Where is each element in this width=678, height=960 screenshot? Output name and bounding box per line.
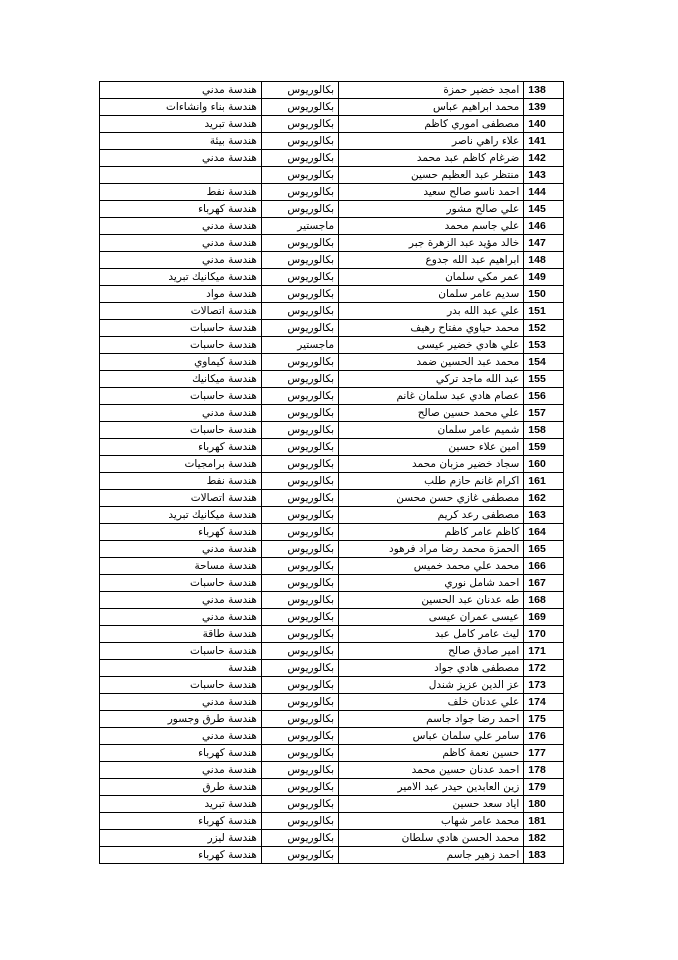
row-number-cell: 160 xyxy=(524,456,564,473)
specialization-cell: هندسة بناء وانشاءات xyxy=(100,99,262,116)
applicant-name-cell: خالد مؤيد عبد الزهرة جبر xyxy=(339,235,524,252)
applicant-name-cell: عمر مكي سلمان xyxy=(339,269,524,286)
row-number-cell: 163 xyxy=(524,507,564,524)
specialization-cell: هندسة مدني xyxy=(100,150,262,167)
table-row xyxy=(100,388,564,405)
applicant-name-cell: علي محمد حسين صالح xyxy=(339,405,524,422)
table-row xyxy=(100,660,564,677)
degree-cell: بكالوريوس xyxy=(261,99,338,116)
specialization-cell: هندسة مدني xyxy=(100,541,262,558)
row-number-cell: 164 xyxy=(524,524,564,541)
row-number-cell: 173 xyxy=(524,677,564,694)
applicant-name-cell: محمد علي محمد خميس xyxy=(339,558,524,575)
degree-cell: بكالوريوس xyxy=(261,201,338,218)
applicant-name-cell: شميم عامر سلمان xyxy=(339,422,524,439)
table-row xyxy=(100,575,564,592)
specialization-cell: هندسة مدني xyxy=(100,82,262,99)
specialization-cell: هندسة ميكانيك xyxy=(100,371,262,388)
row-number-cell: 138 xyxy=(524,82,564,99)
applicant-name-cell: عيسى عمران عيسى xyxy=(339,609,524,626)
degree-cell: بكالوريوس xyxy=(261,711,338,728)
degree-cell: بكالوريوس xyxy=(261,473,338,490)
specialization-cell: هندسة نفط xyxy=(100,473,262,490)
table-row xyxy=(100,99,564,116)
table-row xyxy=(100,762,564,779)
specialization-cell: هندسة كهرباء xyxy=(100,745,262,762)
applicant-name-cell: احمد رضا جواد جاسم xyxy=(339,711,524,728)
degree-cell: ماجستير xyxy=(261,218,338,235)
degree-cell: بكالوريوس xyxy=(261,286,338,303)
row-number-cell: 152 xyxy=(524,320,564,337)
applicant-name-cell: عبد الله ماجد تركي xyxy=(339,371,524,388)
specialization-cell: هندسة نفط xyxy=(100,184,262,201)
applicant-name-cell: احمد ناسو صالح سعيد xyxy=(339,184,524,201)
applicant-name-cell: ليث عامر كامل عبد xyxy=(339,626,524,643)
row-number-cell: 182 xyxy=(524,830,564,847)
degree-cell: ماجستير xyxy=(261,337,338,354)
specialization-cell: هندسة كهرباء xyxy=(100,201,262,218)
row-number-cell: 142 xyxy=(524,150,564,167)
applicant-name-cell: امير صادق صالح xyxy=(339,643,524,660)
row-number-cell: 149 xyxy=(524,269,564,286)
specialization-cell: هندسة مدني xyxy=(100,218,262,235)
row-number-cell: 174 xyxy=(524,694,564,711)
specialization-cell: هندسة اتصالات xyxy=(100,490,262,507)
row-number-cell: 156 xyxy=(524,388,564,405)
table-row xyxy=(100,269,564,286)
specialization-cell: هندسة برامجيات xyxy=(100,456,262,473)
degree-cell: بكالوريوس xyxy=(261,745,338,762)
applicants-table xyxy=(99,81,564,864)
row-number-cell: 172 xyxy=(524,660,564,677)
applicant-name-cell: سامر علي سلمان عباس xyxy=(339,728,524,745)
applicant-name-cell: كاظم عامر كاظم xyxy=(339,524,524,541)
specialization-cell: هندسة حاسبات xyxy=(100,388,262,405)
table-row xyxy=(100,592,564,609)
applicant-name-cell: زين العابدين حيدر عبد الامير xyxy=(339,779,524,796)
degree-cell: بكالوريوس xyxy=(261,660,338,677)
applicant-name-cell: محمد حياوي مفتاح رهيف xyxy=(339,320,524,337)
degree-cell: بكالوريوس xyxy=(261,354,338,371)
row-number-cell: 178 xyxy=(524,762,564,779)
row-number-cell: 161 xyxy=(524,473,564,490)
table-row xyxy=(100,490,564,507)
degree-cell: بكالوريوس xyxy=(261,388,338,405)
degree-cell: بكالوريوس xyxy=(261,762,338,779)
row-number-cell: 140 xyxy=(524,116,564,133)
row-number-cell: 176 xyxy=(524,728,564,745)
row-number-cell: 167 xyxy=(524,575,564,592)
degree-cell: بكالوريوس xyxy=(261,592,338,609)
degree-cell: بكالوريوس xyxy=(261,116,338,133)
degree-cell: بكالوريوس xyxy=(261,133,338,150)
table-row xyxy=(100,82,564,99)
degree-cell: بكالوريوس xyxy=(261,643,338,660)
degree-cell: بكالوريوس xyxy=(261,422,338,439)
table-row xyxy=(100,456,564,473)
degree-cell: بكالوريوس xyxy=(261,405,338,422)
specialization-cell: هندسة مدني xyxy=(100,694,262,711)
row-number-cell: 165 xyxy=(524,541,564,558)
table-row xyxy=(100,541,564,558)
specialization-cell: هندسة مساحة xyxy=(100,558,262,575)
degree-cell: بكالوريوس xyxy=(261,82,338,99)
applicant-name-cell: احمد زهير جاسم xyxy=(339,847,524,864)
specialization-cell: هندسة مدني xyxy=(100,762,262,779)
table-row xyxy=(100,507,564,524)
degree-cell: بكالوريوس xyxy=(261,694,338,711)
table-row xyxy=(100,252,564,269)
row-number-cell: 175 xyxy=(524,711,564,728)
applicant-name-cell: الحمزة محمد رضا مراد فرهود xyxy=(339,541,524,558)
degree-cell: بكالوريوس xyxy=(261,796,338,813)
degree-cell: بكالوريوس xyxy=(261,167,338,184)
row-number-cell: 169 xyxy=(524,609,564,626)
row-number-cell: 155 xyxy=(524,371,564,388)
table-row xyxy=(100,371,564,388)
degree-cell: بكالوريوس xyxy=(261,813,338,830)
applicant-name-cell: منتظر عبد العظيم حسين xyxy=(339,167,524,184)
table-row xyxy=(100,167,564,184)
row-number-cell: 150 xyxy=(524,286,564,303)
degree-cell: بكالوريوس xyxy=(261,303,338,320)
table-row xyxy=(100,830,564,847)
specialization-cell: هندسة مدني xyxy=(100,592,262,609)
table-row xyxy=(100,439,564,456)
specialization-cell: هندسة تبريد xyxy=(100,796,262,813)
row-number-cell: 171 xyxy=(524,643,564,660)
applicant-name-cell: سديم عامر سلمان xyxy=(339,286,524,303)
table-row xyxy=(100,779,564,796)
applicant-name-cell: امين علاء حسين xyxy=(339,439,524,456)
degree-cell: بكالوريوس xyxy=(261,541,338,558)
degree-cell: بكالوريوس xyxy=(261,235,338,252)
table-row xyxy=(100,609,564,626)
table-row xyxy=(100,235,564,252)
table-row xyxy=(100,711,564,728)
specialization-cell: هندسة كهرباء xyxy=(100,813,262,830)
row-number-cell: 153 xyxy=(524,337,564,354)
row-number-cell: 147 xyxy=(524,235,564,252)
degree-cell: بكالوريوس xyxy=(261,728,338,745)
degree-cell: بكالوريوس xyxy=(261,150,338,167)
applicant-name-cell: علي عدنان خلف xyxy=(339,694,524,711)
specialization-cell: هندسة طاقة xyxy=(100,626,262,643)
table-row xyxy=(100,133,564,150)
table-row xyxy=(100,320,564,337)
degree-cell: بكالوريوس xyxy=(261,575,338,592)
applicant-name-cell: عصام هادي عبد سلمان غانم xyxy=(339,388,524,405)
specialization-cell: هندسة حاسبات xyxy=(100,320,262,337)
applicant-name-cell: علي جاسم محمد xyxy=(339,218,524,235)
applicant-name-cell: احمد عدنان حسين محمد xyxy=(339,762,524,779)
table-row xyxy=(100,337,564,354)
table-row xyxy=(100,201,564,218)
degree-cell: بكالوريوس xyxy=(261,677,338,694)
table-row xyxy=(100,116,564,133)
specialization-cell: هندسة مدني xyxy=(100,252,262,269)
applicant-name-cell: عز الدين عزيز شندل xyxy=(339,677,524,694)
row-number-cell: 170 xyxy=(524,626,564,643)
applicant-name-cell: ضرغام كاظم عبد محمد xyxy=(339,150,524,167)
applicant-name-cell: سجاد خضير مزبان محمد xyxy=(339,456,524,473)
degree-cell: بكالوريوس xyxy=(261,439,338,456)
applicant-name-cell: طه عدنان عبد الحسين xyxy=(339,592,524,609)
table-row xyxy=(100,694,564,711)
degree-cell: بكالوريوس xyxy=(261,456,338,473)
degree-cell: بكالوريوس xyxy=(261,490,338,507)
applicant-name-cell: محمد عامر شهاب xyxy=(339,813,524,830)
applicant-name-cell: علاء راهي ناصر xyxy=(339,133,524,150)
specialization-cell: هندسة طرق وجسور xyxy=(100,711,262,728)
specialization-cell: هندسة كهرباء xyxy=(100,524,262,541)
degree-cell: بكالوريوس xyxy=(261,524,338,541)
applicant-name-cell: مصطفى هادي جواد xyxy=(339,660,524,677)
table-row xyxy=(100,643,564,660)
row-number-cell: 159 xyxy=(524,439,564,456)
applicant-name-cell: اكرام غانم حازم طلب xyxy=(339,473,524,490)
specialization-cell: هندسة مدني xyxy=(100,728,262,745)
specialization-cell: هندسة xyxy=(100,660,262,677)
degree-cell: بكالوريوس xyxy=(261,252,338,269)
specialization-cell: هندسة اتصالات xyxy=(100,303,262,320)
applicant-name-cell: محمد عبد الحسين ضمد xyxy=(339,354,524,371)
table-row xyxy=(100,218,564,235)
specialization-cell: هندسة مدني xyxy=(100,405,262,422)
table-row xyxy=(100,745,564,762)
applicant-name-cell: محمد ابراهيم عباس xyxy=(339,99,524,116)
row-number-cell: 181 xyxy=(524,813,564,830)
specialization-cell: هندسة كهرباء xyxy=(100,847,262,864)
table-row xyxy=(100,354,564,371)
row-number-cell: 148 xyxy=(524,252,564,269)
specialization-cell: هندسة حاسبات xyxy=(100,643,262,660)
applicant-name-cell: مصطفى غازي حسن محسن xyxy=(339,490,524,507)
degree-cell: بكالوريوس xyxy=(261,779,338,796)
specialization-cell: هندسة كيماوي xyxy=(100,354,262,371)
row-number-cell: 154 xyxy=(524,354,564,371)
table-row xyxy=(100,558,564,575)
applicants-table-body xyxy=(100,82,564,864)
degree-cell: بكالوريوس xyxy=(261,507,338,524)
applicant-name-cell: محمد الحسن هادي سلطان xyxy=(339,830,524,847)
applicant-name-cell: ابراهيم عبد الله جدوع xyxy=(339,252,524,269)
table-row xyxy=(100,150,564,167)
table-row xyxy=(100,405,564,422)
applicant-name-cell: علي هادي خضير عيسى xyxy=(339,337,524,354)
table-row xyxy=(100,847,564,864)
table-row xyxy=(100,473,564,490)
table-row xyxy=(100,184,564,201)
degree-cell: بكالوريوس xyxy=(261,371,338,388)
degree-cell: بكالوريوس xyxy=(261,609,338,626)
specialization-cell: هندسة بيئة xyxy=(100,133,262,150)
row-number-cell: 158 xyxy=(524,422,564,439)
row-number-cell: 151 xyxy=(524,303,564,320)
applicant-name-cell: احمد شامل نوري xyxy=(339,575,524,592)
row-number-cell: 177 xyxy=(524,745,564,762)
specialization-cell: هندسة حاسبات xyxy=(100,677,262,694)
row-number-cell: 179 xyxy=(524,779,564,796)
table-row xyxy=(100,286,564,303)
applicant-name-cell: مصطفى اموري كاظم xyxy=(339,116,524,133)
table-row xyxy=(100,677,564,694)
applicant-name-cell: حسين نعمة كاظم xyxy=(339,745,524,762)
applicant-name-cell: علي صالح مشور xyxy=(339,201,524,218)
row-number-cell: 183 xyxy=(524,847,564,864)
table-row xyxy=(100,303,564,320)
specialization-cell: هندسة مدني xyxy=(100,235,262,252)
specialization-cell: هندسة طرق xyxy=(100,779,262,796)
row-number-cell: 180 xyxy=(524,796,564,813)
degree-cell: بكالوريوس xyxy=(261,847,338,864)
specialization-cell: هندسة ليزر xyxy=(100,830,262,847)
degree-cell: بكالوريوس xyxy=(261,184,338,201)
specialization-cell: هندسة مدني xyxy=(100,609,262,626)
row-number-cell: 145 xyxy=(524,201,564,218)
specialization-cell: هندسة كهرباء xyxy=(100,439,262,456)
applicant-name-cell: مصطفى رعد كريم xyxy=(339,507,524,524)
table-row xyxy=(100,524,564,541)
specialization-cell: هندسة حاسبات xyxy=(100,575,262,592)
row-number-cell: 146 xyxy=(524,218,564,235)
specialization-cell: هندسة تبريد xyxy=(100,116,262,133)
table-row xyxy=(100,796,564,813)
degree-cell: بكالوريوس xyxy=(261,830,338,847)
applicant-name-cell: امجد خضير حمزة xyxy=(339,82,524,99)
table-row xyxy=(100,422,564,439)
row-number-cell: 139 xyxy=(524,99,564,116)
specialization-cell: هندسة ميكانيك تبريد xyxy=(100,507,262,524)
row-number-cell: 162 xyxy=(524,490,564,507)
row-number-cell: 141 xyxy=(524,133,564,150)
degree-cell: بكالوريوس xyxy=(261,626,338,643)
row-number-cell: 168 xyxy=(524,592,564,609)
row-number-cell: 143 xyxy=(524,167,564,184)
specialization-cell: هندسة حاسبات xyxy=(100,422,262,439)
applicant-name-cell: علي عبد الله بدر xyxy=(339,303,524,320)
degree-cell: بكالوريوس xyxy=(261,269,338,286)
degree-cell: بكالوريوس xyxy=(261,320,338,337)
row-number-cell: 166 xyxy=(524,558,564,575)
specialization-cell: هندسة ميكانيك تبريد xyxy=(100,269,262,286)
row-number-cell: 144 xyxy=(524,184,564,201)
row-number-cell: 157 xyxy=(524,405,564,422)
degree-cell: بكالوريوس xyxy=(261,558,338,575)
table-row xyxy=(100,813,564,830)
specialization-cell: هندسة حاسبات xyxy=(100,337,262,354)
applicant-name-cell: اياد سعد حسين xyxy=(339,796,524,813)
table-row xyxy=(100,728,564,745)
specialization-cell xyxy=(100,167,262,184)
table-row xyxy=(100,626,564,643)
specialization-cell: هندسة مواد xyxy=(100,286,262,303)
